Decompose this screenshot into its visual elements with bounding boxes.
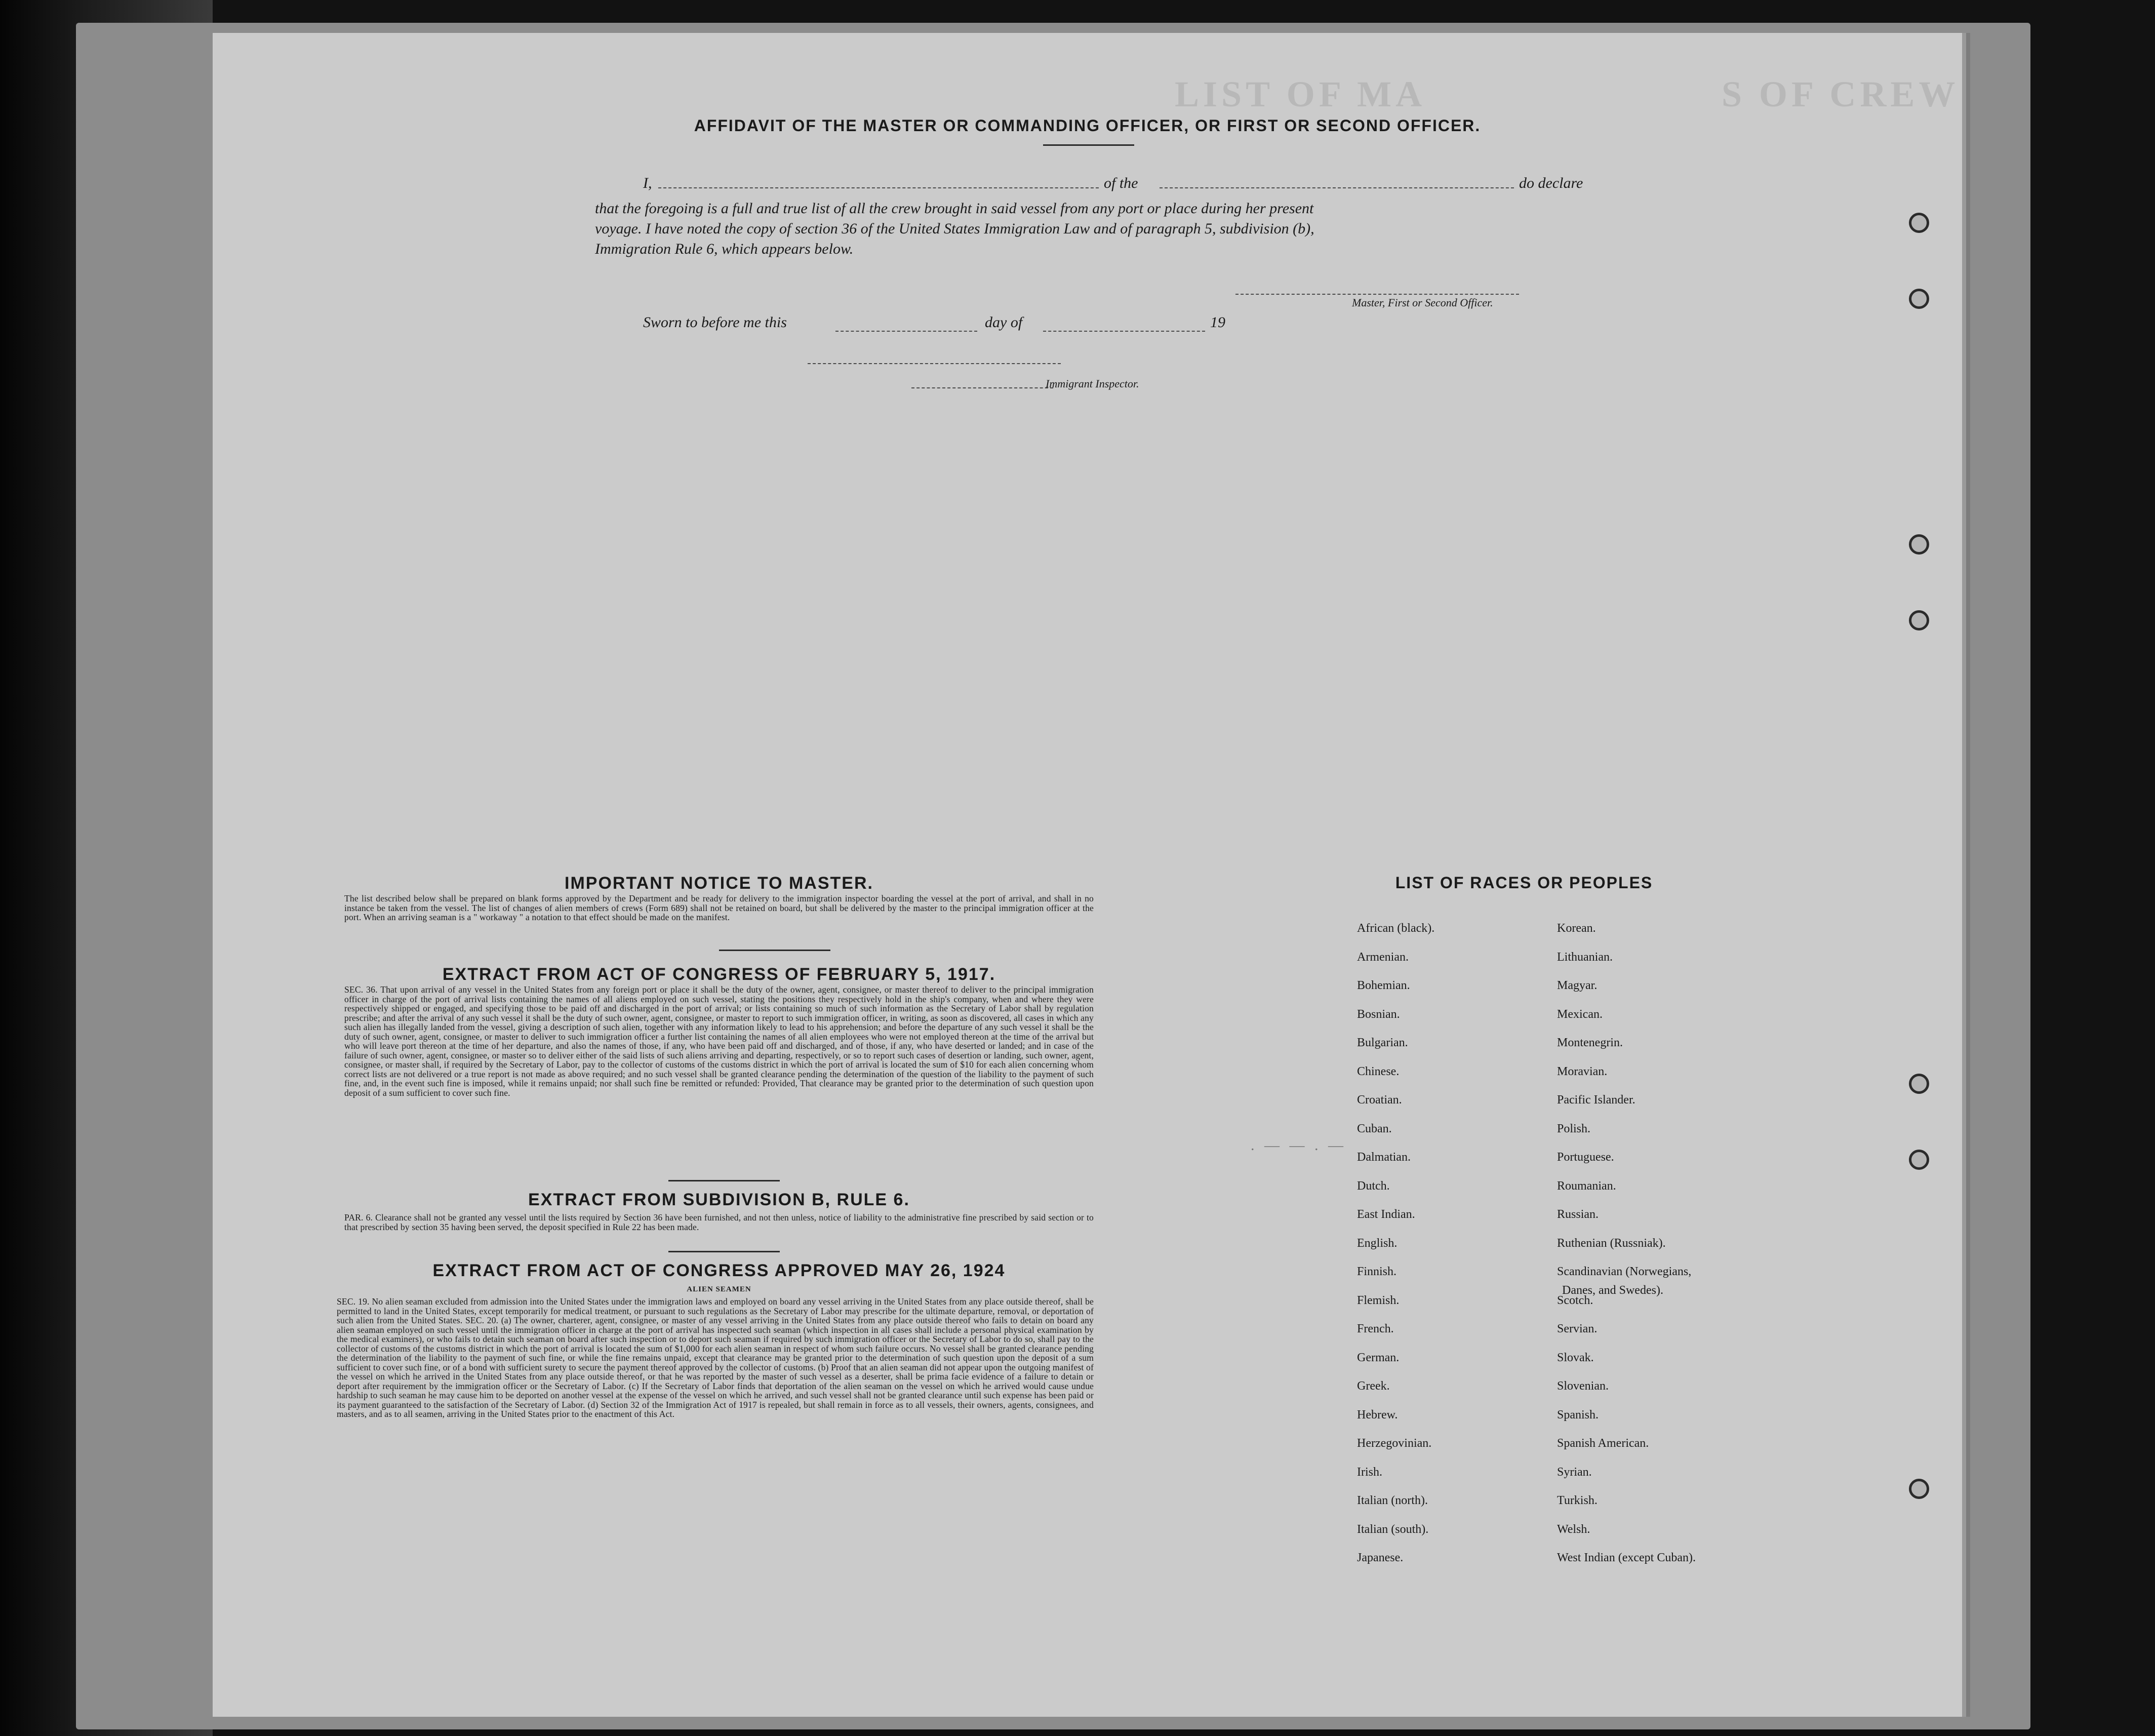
vessel-name-field[interactable] [1160, 187, 1514, 188]
race-item: Scotch. [1557, 1293, 1593, 1307]
race-item: French. [1357, 1322, 1394, 1335]
section-rule [719, 950, 830, 951]
race-item: Bulgarian. [1357, 1036, 1408, 1049]
alien-seamen-subtitle: ALIEN SEAMEN [687, 1285, 751, 1293]
form-page [213, 33, 1962, 1717]
punch-hole [1909, 1150, 1929, 1170]
punch-hole [1909, 534, 1929, 555]
race-item: West Indian (except Cuban). [1557, 1551, 1696, 1564]
race-item: Chinese. [1357, 1064, 1400, 1078]
affidavit-line-4: Immigration Rule 6, which appears below. [595, 241, 854, 257]
race-item: Russian. [1557, 1208, 1599, 1221]
race-item: Lithuanian. [1557, 950, 1613, 964]
race-item: Herzegovinian. [1357, 1437, 1432, 1450]
race-item: African (black). [1357, 922, 1435, 935]
race-item: Finnish. [1357, 1265, 1397, 1278]
race-item: Dalmatian. [1357, 1151, 1411, 1164]
bleed-through-dots: . — — . — [1251, 1137, 1346, 1154]
affidavit-of-the-label: of the [1104, 175, 1138, 191]
race-item: Ruthenian (Russniak). [1557, 1236, 1666, 1250]
race-item: Pacific Islander. [1557, 1093, 1635, 1107]
master-name-field[interactable] [658, 187, 1099, 188]
year-label: 19 [1210, 314, 1225, 331]
race-item: Greek. [1357, 1379, 1390, 1393]
race-item: Bohemian. [1357, 979, 1410, 992]
affidavit-i-label: I, [643, 175, 652, 191]
notice-title: IMPORTANT NOTICE TO MASTER. [565, 874, 873, 893]
extract-rule6-title: EXTRACT FROM SUBDIVISION B, RULE 6. [528, 1190, 910, 1209]
punch-hole [1909, 289, 1929, 309]
extract-1924-text: SEC. 19. No alien seaman excluded from admission into the United States under the immigration laws and employed on board any vessel arriving in the United States from any place outside thereof, shall be permitted to land in the United States, except temporarily for medical treatment, or pursuant to such regulations as the Secretary of Labor may prescribe for the ultimate departure, removal, or deportation of such alien from the United States. SEC. 20. (a) The owner, charterer, agent, consignee, or master of any vessel arriving in the United States from any place outside thereof who fails to detain on board any alien seaman employed on such vessel until the immigration officer in charge at the port of arrival has inspected such seaman (which inspection in all cases shall include a personal physical examination by the medical examiners), or who fails to detain such seaman on board after such inspection or to deport such seaman if required by such immigration officer or the Secretary of Labor to do so, shall pay to the collector of customs of the customs district in which the port of arrival is located the sum of $1,000 for each alien seaman in respect of whom such failure occurs. No vessel shall be granted clearance pending the determination of the liability to the payment of such fine, or while the fine remains unpaid, except that clearance may be granted prior to the determination of such question upon the deposit of a sum sufficient to cover such fine, or of a bond with sufficient surety to secure the payment thereof approved by the collector of customs. (b) Proof that an alien seaman did not appear upon the outgoing manifest of the vessel on which he arrived in the United States from any place outside thereof, or that he was reported by the master of such vessel as a deserter, shall be prima facie evidence of a failure to detain or deport after requirement by the immigration officer or the Secretary of Labor. (c) If the Secretary of Labor finds that deportation of the alien seaman on the vessel on which he arrived would cause undue hardship to such seaman he may cause him to be deported on another vessel at the expense of the vessel on which he arrived, and such vessel shall not be granted clearance until such expense has been paid or its payment guaranteed to the satisfaction of the Secretary of Labor. (d) Section 32 of the Immigration Act of 1917 is repealed, but shall remain in force as to all vessels, their owners, agents, consignees, and masters, and as to all seamen, arriving in the United States prior to the enactment of this Act. [337, 1296, 1094, 1419]
sworn-day-field[interactable] [835, 331, 977, 332]
affidavit-declare-label: do declare [1519, 175, 1583, 191]
race-item-continued: Danes, and Swedes). [1562, 1284, 1663, 1297]
section-rule [668, 1180, 780, 1181]
race-item: Italian (north). [1357, 1494, 1428, 1507]
race-item: Cuban. [1357, 1122, 1392, 1135]
race-item: Japanese. [1357, 1551, 1404, 1564]
race-item: Montenegrin. [1557, 1036, 1623, 1049]
race-item: Flemish. [1357, 1293, 1400, 1307]
race-item: Syrian. [1557, 1465, 1592, 1479]
race-item: English. [1357, 1236, 1398, 1250]
affidavit-line-2: that the foregoing is a full and true list of all the crew brought in said vessel from any port or place during her present [595, 200, 1314, 217]
race-item: Magyar. [1557, 979, 1598, 992]
punch-hole [1909, 1479, 1929, 1499]
inspector-signature-field-upper[interactable] [808, 363, 1061, 364]
race-item: Portuguese. [1557, 1151, 1614, 1164]
race-item: Welsh. [1557, 1522, 1590, 1536]
bleed-through-text: S OF CREW [1722, 74, 1960, 114]
race-item: Hebrew. [1357, 1408, 1398, 1422]
race-item: Croatian. [1357, 1093, 1402, 1107]
extract-rule6-text: PAR. 6. Clearance shall not be granted any vessel until the lists required by Section 36 have been furnished, and not then unless, notice of liability to the administrative fine prescribed by said section or to that prescribed by section 35 having been served, the deposit specified in Rule 22 has been made. [344, 1212, 1094, 1232]
extract-1924-title: EXTRACT FROM ACT OF CONGRESS APPROVED MAY 26, 1924 [432, 1261, 1006, 1280]
extract-1917-title: EXTRACT FROM ACT OF CONGRESS OF FEBRUARY 5, 1917. [442, 965, 996, 984]
bleed-through-text: LIST OF MA [1175, 74, 1426, 114]
inspector-signature-field[interactable] [911, 387, 1053, 388]
title-rule [1043, 144, 1134, 146]
race-item: Spanish. [1557, 1408, 1599, 1422]
signature-caption: Master, First or Second Officer. [1352, 296, 1493, 309]
affidavit-line-3: voyage. I have noted the copy of section 36 of the United States Immigration Law and of paragraph 5, subdivision (b), [595, 220, 1314, 237]
inspector-caption: Immigrant Inspector. [1046, 377, 1139, 390]
section-rule [668, 1251, 780, 1252]
race-item: Polish. [1557, 1122, 1591, 1135]
race-item: Irish. [1357, 1465, 1382, 1479]
sworn-label: Sworn to before me this [643, 314, 787, 331]
race-item: East Indian. [1357, 1208, 1415, 1221]
punch-hole [1909, 610, 1929, 630]
punch-hole [1909, 1074, 1929, 1094]
extract-1917-text: SEC. 36. That upon arrival of any vessel in the United States from any foreign port or place it shall be the duty of the owner, agent, consignee, or master thereof to deliver to the principal immigration officer in charge of the port of arrival lists containing the names of all aliens employed on such vessel, stating the positions they respectively hold in the ship's company, when and where they were respectively shipped or engaged, and specifying those to be paid off and discharged in the port of arrival; or lists containing so much of such information as the Secretary of Labor shall by regulation prescribe; and after the arrival of any such vessel it shall be the duty of such owner, agent, consignee, or master to report to such immigration officer, in writing, as soon as discovered, all cases in which any such alien has illegally landed from the vessel, giving a description of such alien, together with any information likely to lead to his apprehension; and before the departure of any such vessel it shall be the duty of such owner, agent, consignee, or master to deliver to such immigration officer a further list containing the names of all alien employees who were not employed thereon at the time of the arrival but who will leave port thereon at the time of her departure, and also the names of those, if any, who have been paid off and discharged, and of those, if any, who have deserted or landed; and in case of the failure of such owner, agent, consignee, or master so to deliver either of the said lists of such aliens arriving and departing, respectively, or so to report such cases of desertion or landing, such owner, agent, consignee, or master shall, if required by the Secretary of Labor, pay to the collector of customs of the customs district in which the port of arrival is located the sum of $10 for each alien concerning whom correct lists are not delivered or a true report is not made as above required; and no such vessel shall be granted clearance pending the determination of the question of the liability to the payment of such fine, and, in the event such fine is imposed, while it remains unpaid; nor shall such fine be remitted or refunded: Provided, That clearance may be granted prior to the determination of such question upon deposit of a sum sufficient to cover such fine. [344, 984, 1094, 1098]
race-item: Turkish. [1557, 1494, 1598, 1507]
race-item: Slovenian. [1557, 1379, 1609, 1393]
race-item: Slovak. [1557, 1351, 1594, 1364]
race-item: Moravian. [1557, 1064, 1608, 1078]
day-of-label: day of [985, 314, 1023, 331]
race-item: Servian. [1557, 1322, 1598, 1335]
race-item: Scandinavian (Norwegians, [1557, 1265, 1692, 1278]
race-item: Mexican. [1557, 1007, 1603, 1021]
race-item: Roumanian. [1557, 1179, 1616, 1193]
race-item: German. [1357, 1351, 1400, 1364]
race-item: Dutch. [1357, 1179, 1390, 1193]
race-item: Armenian. [1357, 950, 1409, 964]
punch-hole [1909, 213, 1929, 233]
race-item: Bosnian. [1357, 1007, 1400, 1021]
affidavit-title: AFFIDAVIT OF THE MASTER OR COMMANDING OFFICER, OR FIRST OR SECOND OFFICER. [694, 116, 1481, 135]
notice-text: The list described below shall be prepared on blank forms approved by the Department and be ready for delivery to the immigration inspector boarding the vessel at the port of arrival, and shall in no instance be taken from the vessel. The list of changes of alien members of crews (Form 689) shall not be retained on board, but shall be delivered by the master to the principal immigration officer at the port. When an arriving seaman is a " workaway " a notation to that effect should be made on the manifest. [344, 893, 1094, 922]
master-signature-field[interactable] [1235, 294, 1519, 295]
race-item: Korean. [1557, 922, 1596, 935]
race-item: Italian (south). [1357, 1522, 1429, 1536]
races-title: LIST OF RACES OR PEOPLES [1395, 874, 1653, 892]
sworn-month-field[interactable] [1043, 331, 1205, 332]
race-item: Spanish American. [1557, 1437, 1649, 1450]
